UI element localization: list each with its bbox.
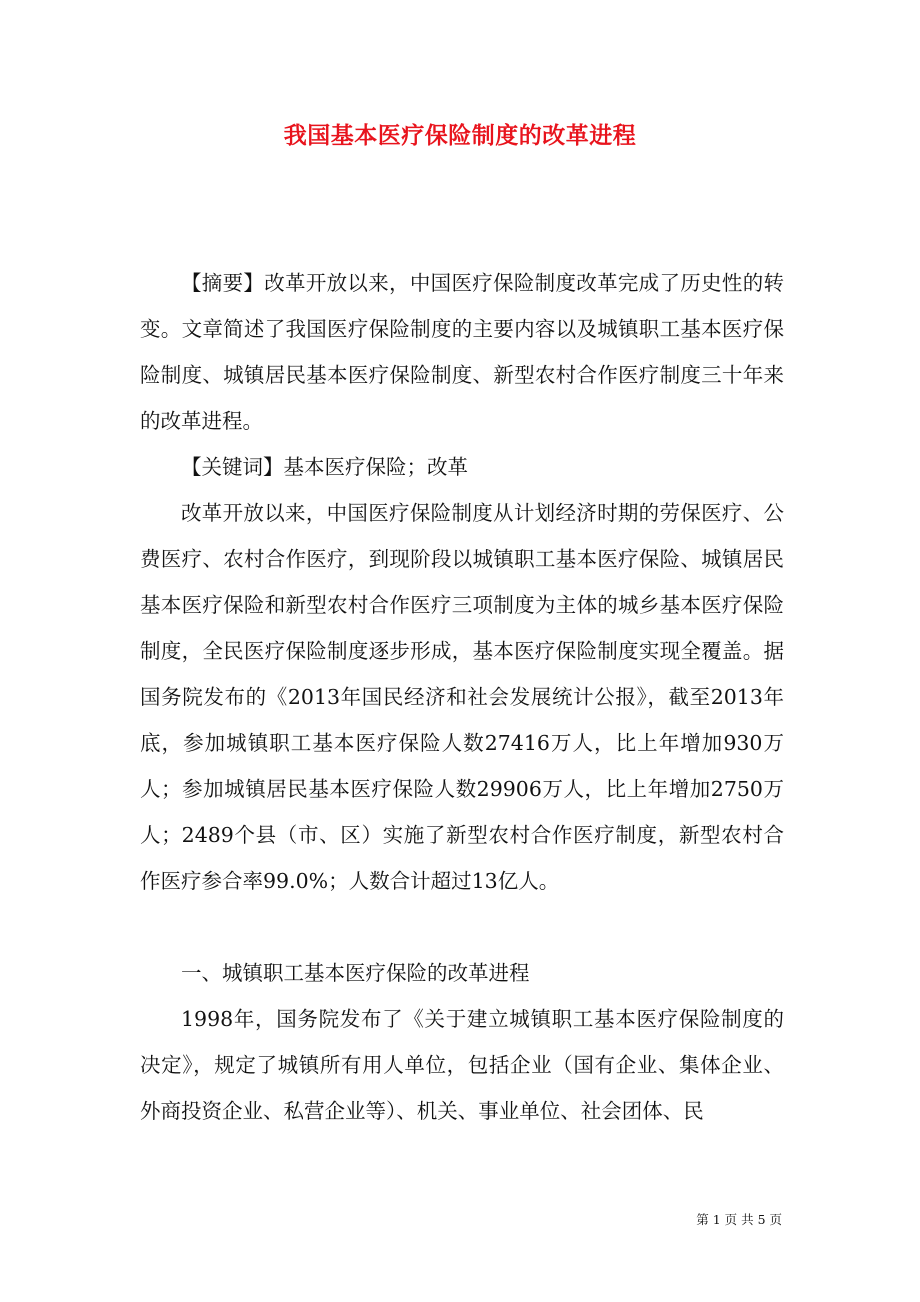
document-body: [140, 260, 784, 1134]
section-spacer: [140, 904, 784, 950]
document-title: 我国基本医疗保险制度的改革进程: [283, 122, 637, 149]
page-footer: 第 1 页 共 5 页: [696, 1212, 782, 1227]
section-1-heading: 一、城镇职工基本医疗保险的改革进程: [181, 961, 530, 985]
abstract-paragraph: 【摘要】改革开放以来，中国医疗保险制度改革完成了历史性的转变。文章简述了我国医疗保险制度的主要内容以及城镇职工基本医疗保险制度、城镇居民基本医疗保险制度、新型农村合作医疗制度三十年来的改革进程。: [140, 271, 784, 433]
intro-paragraph: 改革开放以来，中国医疗保险制度从计划经济时期的劳保医疗、公费医疗、农村合作医疗，到现阶段以城镇职工基本医疗保险、城镇居民基本医疗保险和新型农村合作医疗三项制度为主体的城乡基本医疗保险制度，全民医疗保险制度逐步形成，基本医疗保险制度实现全覆盖。据国务院发布的《2013年国民经济和社会发展统计公报》，截至2013年底，参加城镇职工基本医疗保险人数27416万人，比上年增加930万人；参加城镇居民基本医疗保险人数29906万人，比上年增加2750万人；2489个县（市、区）实施了新型农村合作医疗制度，新型农村合作医疗参合率99.0%；人数合计超过13亿人。: [140, 501, 784, 893]
keywords-paragraph: 【关键词】基本医疗保险；改革: [181, 455, 468, 479]
section-1-paragraph-1: 1998年，国务院发布了《关于建立城镇职工基本医疗保险制度的决定》，规定了城镇所有用人单位，包括企业（国有企业、集体企业、外商投资企业、私营企业等）、机关、事业单位、社会团体、民: [140, 1007, 784, 1123]
